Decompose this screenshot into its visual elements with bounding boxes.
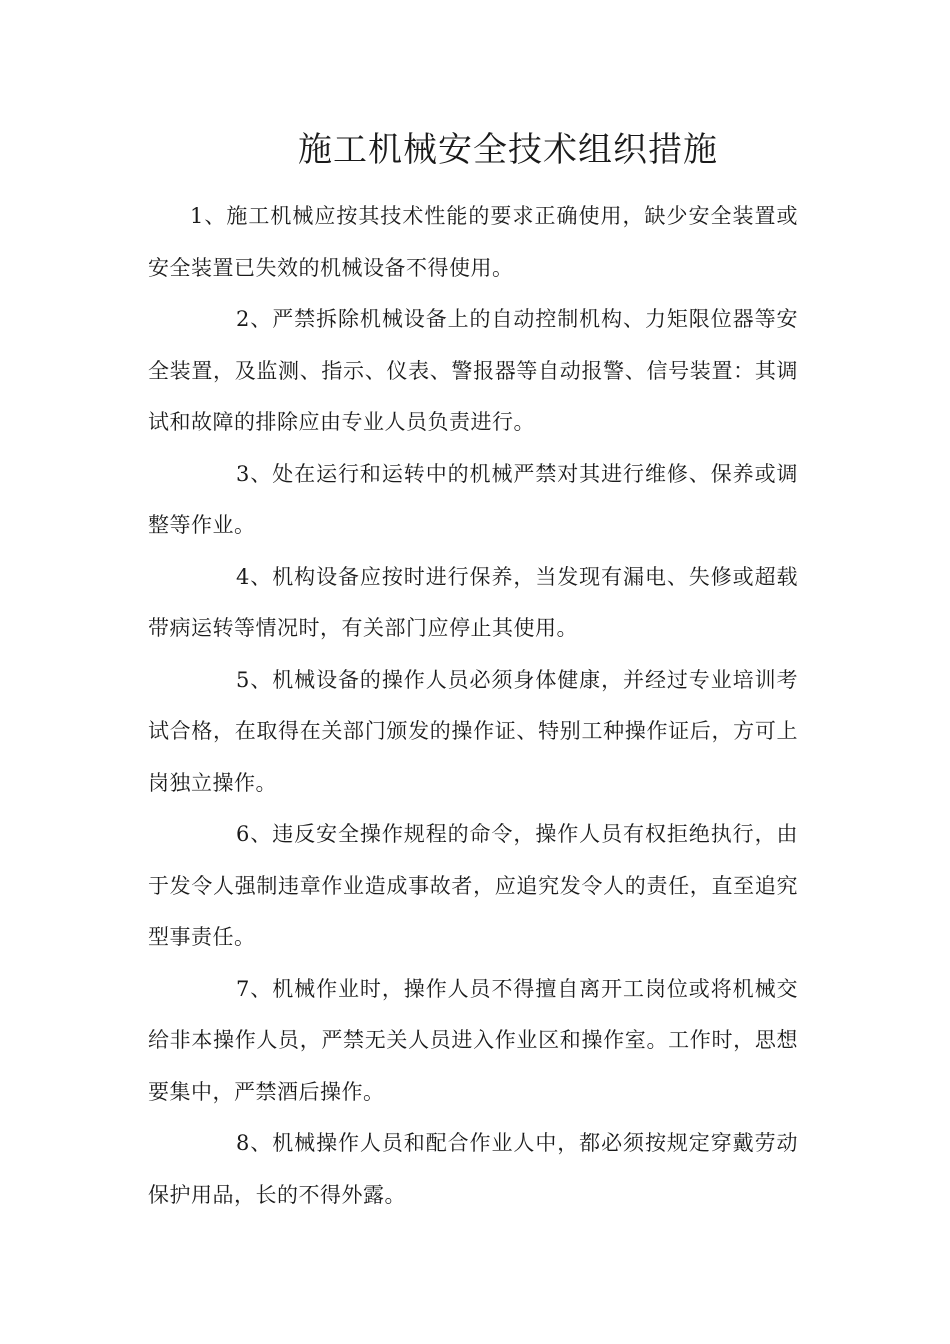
paragraph-6: 6、违反安全操作规程的命令，操作人员有权拒绝执行，由于发令人强制违章作业造成事故者，应追究发令人的责任，直至追究型事责任。 (148, 822, 798, 949)
paragraph-7: 7、机械作业时，操作人员不得擅自离开工岗位或将机械交给非本操作人员，严禁无关人员进入作业区和操作室。工作时，思想要集中，严禁酒后操作。 (148, 976, 798, 1104)
paragraph-3: 3、处在运行和运转中的机械严禁对其进行维修、保养或调整等作业。 (148, 461, 798, 537)
document-title: 施工机械安全技术组织措施 (298, 130, 718, 170)
paragraph-8: 8、机械操作人员和配合作业人中，都必须按规定穿戴劳动保护用品，长的不得外露。 (148, 1131, 798, 1207)
document-body (148, 191, 798, 1221)
paragraph-4: 4、机构设备应按时进行保养，当发现有漏电、失修或超载带病运转等情况时，有关部门应停止其使用。 (148, 564, 798, 640)
paragraph-2: 2、严禁拆除机械设备上的自动控制机构、力矩限位器等安全装置，及监测、指示、仪表、警报器等自动报警、信号装置：其调试和故障的排除应由专业人员负责进行。 (148, 307, 798, 434)
paragraph-1: 1、施工机械应按其技术性能的要求正确使用，缺少安全装置或安全装置已失效的机械设备不得使用。 (148, 204, 798, 280)
paragraph-5: 5、机械设备的操作人员必须身体健康，并经过专业培训考试合格，在取得在关部门颁发的操作证、特别工种操作证后，方可上岗独立操作。 (148, 667, 798, 795)
